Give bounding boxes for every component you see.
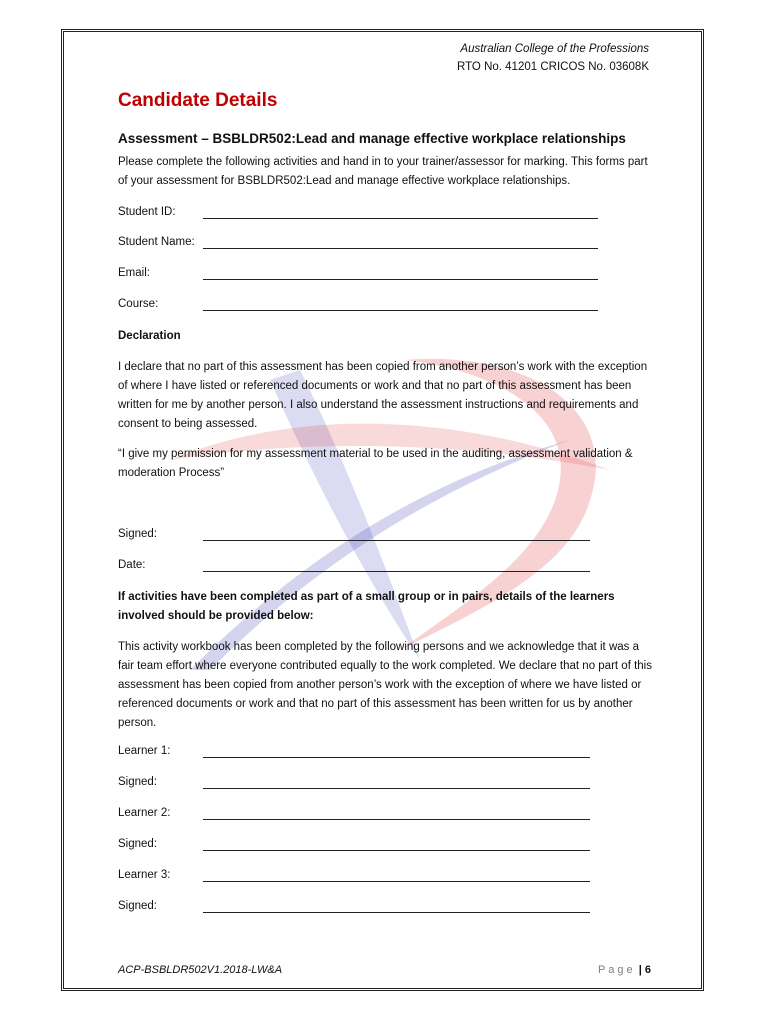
- student-name-label: Student Name:: [118, 236, 195, 248]
- learner-1-signed-label: Signed:: [118, 776, 158, 788]
- learner-1-signed-input-line[interactable]: [203, 788, 590, 789]
- page-separator: |: [638, 964, 642, 976]
- page-word: Page: [597, 964, 636, 976]
- learner-3-input-line[interactable]: [203, 881, 590, 882]
- email-label: Email:: [118, 267, 150, 279]
- email-input-line[interactable]: [203, 279, 598, 280]
- student-id-label: Student ID:: [118, 206, 176, 218]
- learner-3-signed-input-line[interactable]: [203, 912, 590, 913]
- signed-input-line[interactable]: [203, 540, 590, 541]
- rto-cricos-number: RTO No. 41201 CRICOS No. 03608K: [457, 61, 649, 73]
- course-input-line[interactable]: [203, 310, 598, 311]
- learner-1-label: Learner 1:: [118, 745, 171, 757]
- learner-2-signed-input-line[interactable]: [203, 850, 590, 851]
- organisation-name: Australian College of the Professions: [460, 43, 649, 55]
- assessment-subtitle: Assessment – BSBLDR502:Lead and manage effective workplace relationships: [118, 131, 626, 146]
- page-indicator: [598, 964, 651, 976]
- student-id-input-line[interactable]: [203, 218, 598, 219]
- declaration-heading: Declaration: [118, 330, 181, 342]
- student-name-input-line[interactable]: [203, 248, 598, 249]
- intro-paragraph: Please complete the following activities and hand in to your trainer/assessor for marking. This forms part of your assessment for BSBLDR502:Lead and manage effective workplace relationships.: [118, 156, 648, 187]
- document-code: ACP-BSBLDR502V1.2018-LW&A: [118, 964, 283, 976]
- learner-3-signed-label: Signed:: [118, 900, 158, 912]
- learner-2-label: Learner 2:: [118, 807, 171, 819]
- learner-3-label: Learner 3:: [118, 869, 171, 881]
- date-label: Date:: [118, 559, 146, 571]
- signed-label: Signed:: [118, 528, 158, 540]
- page-title: Candidate Details: [118, 90, 278, 111]
- declaration-text: I declare that no part of this assessment has been copied from another person’s work with the exception of where I have listed or referenced documents or work and that no part of this assessment has been written for me by another person. I also understand the assessment instructions and requirements and consent to being assessed.: [118, 361, 648, 430]
- group-heading: If activities have been completed as part of a small group or in pairs, details of the learners involved should be provided below:: [118, 591, 615, 622]
- learner-2-input-line[interactable]: [203, 819, 590, 820]
- group-declaration-text: This activity workbook has been completed by the following persons and we acknowledge that it was a fair team effort where everyone contributed equally to the work completed. We declare that no part of this assessment has been copied from another person’s work with the exception of where we have listed or referenced documents or work and that no part of this assessment has been written for us by another person.: [118, 641, 652, 729]
- course-label: Course:: [118, 298, 159, 310]
- permission-quote: “I give my permission for my assessment material to be used in the auditing, assessment validation & moderation Process”: [118, 448, 633, 479]
- learner-2-signed-label: Signed:: [118, 838, 158, 850]
- page-number: 6: [644, 964, 651, 976]
- learner-1-input-line[interactable]: [203, 757, 590, 758]
- date-input-line[interactable]: [203, 571, 590, 572]
